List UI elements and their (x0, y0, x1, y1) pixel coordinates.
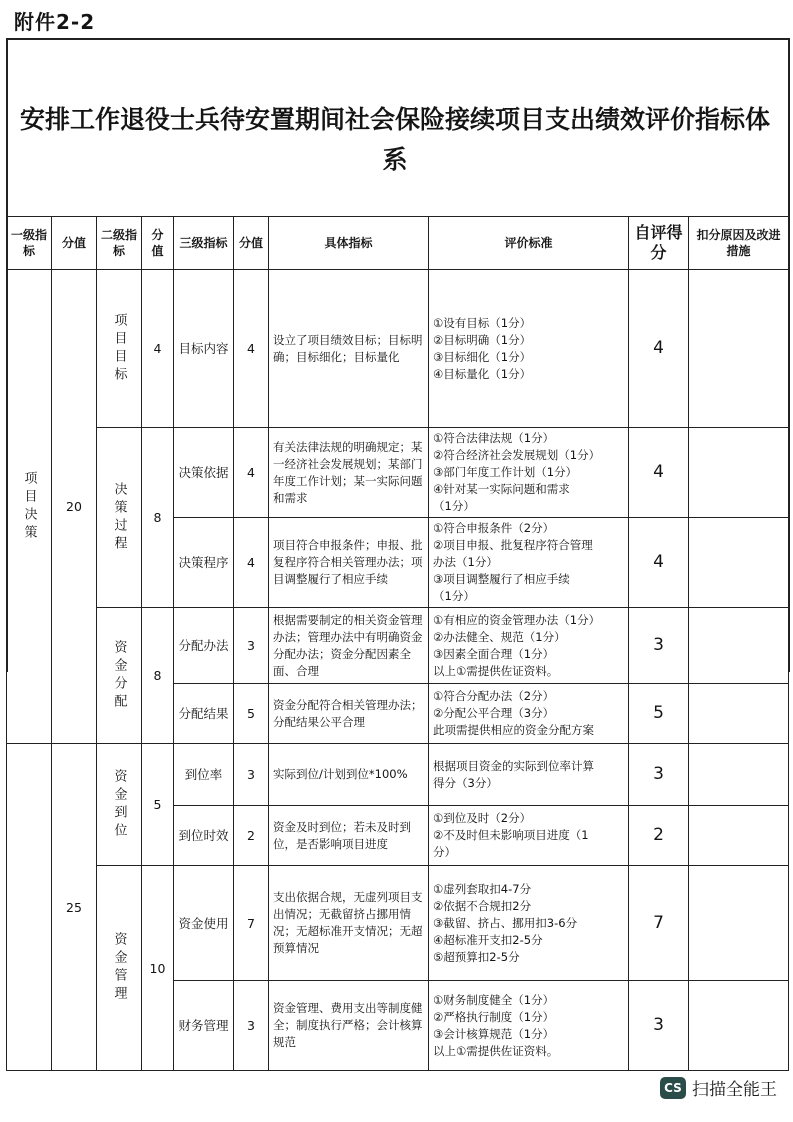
criteria-cell (429, 744, 629, 806)
criteria-cell (429, 866, 629, 981)
level2-cell: 资金管理 (97, 866, 142, 1071)
table-row (7, 744, 789, 806)
criteria-cell (429, 518, 629, 608)
level3-score-cell: 7 (234, 866, 269, 981)
criteria-line: ①财务制度健全（1分） (433, 992, 555, 1007)
table-header-row (7, 217, 789, 270)
deduct-reason-cell (689, 518, 789, 608)
specific-indicator-cell: 有关法律法规的明确规定；某一经济社会发展规划；某部门年度工作计划；某一实际问题和需求 (269, 428, 429, 518)
criteria-line: 根据项目资金的实际到位率计算 (433, 758, 594, 773)
criteria-line: ②不及时但未影响项目进度（1 (433, 828, 589, 842)
criteria-line: ③目标细化（1分） (433, 349, 532, 364)
self-score-cell: 2 (629, 806, 689, 866)
level3-cell: 到位率 (174, 744, 234, 806)
criteria-cell (429, 270, 629, 428)
table-row (7, 428, 789, 518)
level2-score-cell: 10 (142, 866, 174, 1071)
level2-cell: 资金到位 (97, 744, 142, 866)
level3-cell: 分配结果 (174, 684, 234, 744)
deduct-reason-cell (689, 981, 789, 1071)
level3-cell: 到位时效 (174, 806, 234, 866)
criteria-line: ①有相应的资金管理办法（1分） (433, 612, 601, 627)
specific-indicator-cell: 资金及时到位；若未及时到位，是否影响项目进度 (269, 806, 429, 866)
header-level2: 二级指标 (97, 217, 142, 270)
criteria-line: ④目标量化（1分） (433, 366, 532, 381)
self-score-cell: 4 (629, 518, 689, 608)
criteria-line: ③项目调整履行了相应手续 (433, 572, 570, 586)
criteria-line: ③因素全面合理（1分） (433, 646, 555, 661)
criteria-line: ①设有目标（1分） (433, 315, 532, 330)
criteria-cell (429, 981, 629, 1071)
criteria-line: ⑤超预算扣2-5分 (433, 949, 520, 964)
criteria-line: ③会计核算规范（1分） (433, 1026, 555, 1041)
level2-score-cell: 8 (142, 428, 174, 608)
level3-score-cell: 4 (234, 270, 269, 428)
level3-cell: 决策依据 (174, 428, 234, 518)
criteria-cell (429, 806, 629, 866)
level1-score-cell: 25 (52, 744, 97, 1071)
header-level1: 一级指标 (7, 217, 52, 270)
level3-score-cell: 5 (234, 684, 269, 744)
level3-cell: 目标内容 (174, 270, 234, 428)
criteria-line: 办法（1分） (433, 555, 498, 569)
table-row (7, 866, 789, 981)
level3-score-cell: 4 (234, 518, 269, 608)
specific-indicator-cell: 实际到位/计划到位*100% (269, 744, 429, 806)
criteria-line: ③截留、挤占、挪用扣3-6分 (433, 915, 578, 930)
deduct-reason-cell (689, 608, 789, 684)
criteria-line: ②分配公平合理（3分） (433, 706, 555, 720)
attachment-label: 附件2-2 (14, 10, 96, 34)
self-score-cell: 7 (629, 866, 689, 981)
criteria-line: ①符合法律法规（1分） (433, 431, 555, 445)
criteria-line: ②项目申报、批复程序符合管理 (433, 538, 593, 552)
header-level3: 三级指标 (174, 217, 234, 270)
header-specific: 具体指标 (269, 217, 429, 270)
criteria-line: 以上①需提供佐证资料。 (433, 1043, 559, 1058)
header-score2: 分值 (142, 217, 174, 270)
level3-cell: 分配办法 (174, 608, 234, 684)
header-self-score: 自评得分 (629, 217, 689, 270)
deduct-reason-cell (689, 866, 789, 981)
criteria-line: ②目标明确（1分） (433, 332, 532, 347)
level3-score-cell: 3 (234, 608, 269, 684)
criteria-line: （1分） (433, 499, 475, 513)
level2-score-cell: 4 (142, 270, 174, 428)
criteria-line: ④针对某一实际问题和需求 (433, 482, 570, 496)
level2-cell: 决策过程 (97, 428, 142, 608)
scanner-app-name: 扫描全能王 (692, 1080, 777, 1100)
table-body (7, 270, 789, 1071)
level2-cell: 资金分配 (97, 608, 142, 744)
criteria-line: ①符合分配办法（2分） (433, 689, 555, 703)
self-score-cell: 3 (629, 981, 689, 1071)
level1-cell (7, 744, 52, 1071)
evaluation-table (6, 216, 789, 1071)
deduct-reason-cell (689, 684, 789, 744)
level3-score-cell: 2 (234, 806, 269, 866)
criteria-cell (429, 608, 629, 684)
specific-indicator-cell: 支出依据合规，无虚列项目支出情况；无截留挤占挪用情况；无超标准开支情况；无超预算情况 (269, 866, 429, 981)
level3-cell: 财务管理 (174, 981, 234, 1071)
table-row (7, 270, 789, 428)
table-row (7, 608, 789, 684)
criteria-cell (429, 684, 629, 744)
level3-cell: 资金使用 (174, 866, 234, 981)
criteria-line: ②办法健全、规范（1分） (433, 629, 566, 644)
self-score-cell: 4 (629, 428, 689, 518)
criteria-line: ②符合经济社会发展规划（1分） (433, 448, 601, 462)
criteria-line: ①符合申报条件（2分） (433, 521, 555, 535)
level3-score-cell: 3 (234, 981, 269, 1071)
criteria-line: ③部门年度工作计划（1分） (433, 465, 578, 479)
header-criteria: 评价标准 (429, 217, 629, 270)
criteria-cell (429, 428, 629, 518)
criteria-line: ④超标准开支扣2-5分 (433, 932, 543, 947)
level2-cell: 项目目标 (97, 270, 142, 428)
criteria-line: 分） (433, 845, 456, 859)
deduct-reason-cell (689, 270, 789, 428)
criteria-line: ①虚列套取扣4-7分 (433, 881, 532, 896)
header-score3: 分值 (234, 217, 269, 270)
specific-indicator-cell: 根据需要制定的相关资金管理办法；管理办法中有明确资金分配办法；资金分配因素全面、合理 (269, 608, 429, 684)
self-score-cell: 4 (629, 270, 689, 428)
level1-cell: 项目决策 (7, 270, 52, 744)
criteria-line: ②依据不合规扣2分 (433, 898, 532, 913)
header-score1: 分值 (52, 217, 97, 270)
level3-cell: 决策程序 (174, 518, 234, 608)
cs-logo-icon: CS (660, 1077, 686, 1099)
header-deduct: 扣分原因及改进措施 (689, 217, 789, 270)
specific-indicator-cell: 设立了项目绩效目标；目标明确；目标细化；目标量化 (269, 270, 429, 428)
criteria-line: 此项需提供相应的资金分配方案 (433, 723, 594, 737)
document-title: 安排工作退役士兵待安置期间社会保险接续项目支出绩效评价指标体系 (20, 105, 771, 174)
criteria-line: ①到位及时（2分） (433, 811, 532, 825)
criteria-line: （1分） (433, 589, 475, 603)
scanner-watermark (660, 1075, 777, 1100)
level3-score-cell: 4 (234, 428, 269, 518)
self-score-cell: 3 (629, 608, 689, 684)
level1-score-cell: 20 (52, 270, 97, 744)
specific-indicator-cell: 资金分配符合相关管理办法；分配结果公平合理 (269, 684, 429, 744)
criteria-line: 得分（3分） (433, 775, 498, 790)
deduct-reason-cell (689, 744, 789, 806)
level2-score-cell: 8 (142, 608, 174, 744)
self-score-cell: 5 (629, 684, 689, 744)
self-score-cell: 3 (629, 744, 689, 806)
level2-score-cell: 5 (142, 744, 174, 866)
criteria-line: ②严格执行制度（1分） (433, 1009, 555, 1024)
specific-indicator-cell: 资金管理、费用支出等制度健全；制度执行严格；会计核算规范 (269, 981, 429, 1071)
deduct-reason-cell (689, 806, 789, 866)
specific-indicator-cell: 项目符合申报条件；申报、批复程序符合相关管理办法；项目调整履行了相应手续 (269, 518, 429, 608)
criteria-line: 以上①需提供佐证资料。 (433, 663, 559, 678)
deduct-reason-cell (689, 428, 789, 518)
level3-score-cell: 3 (234, 744, 269, 806)
